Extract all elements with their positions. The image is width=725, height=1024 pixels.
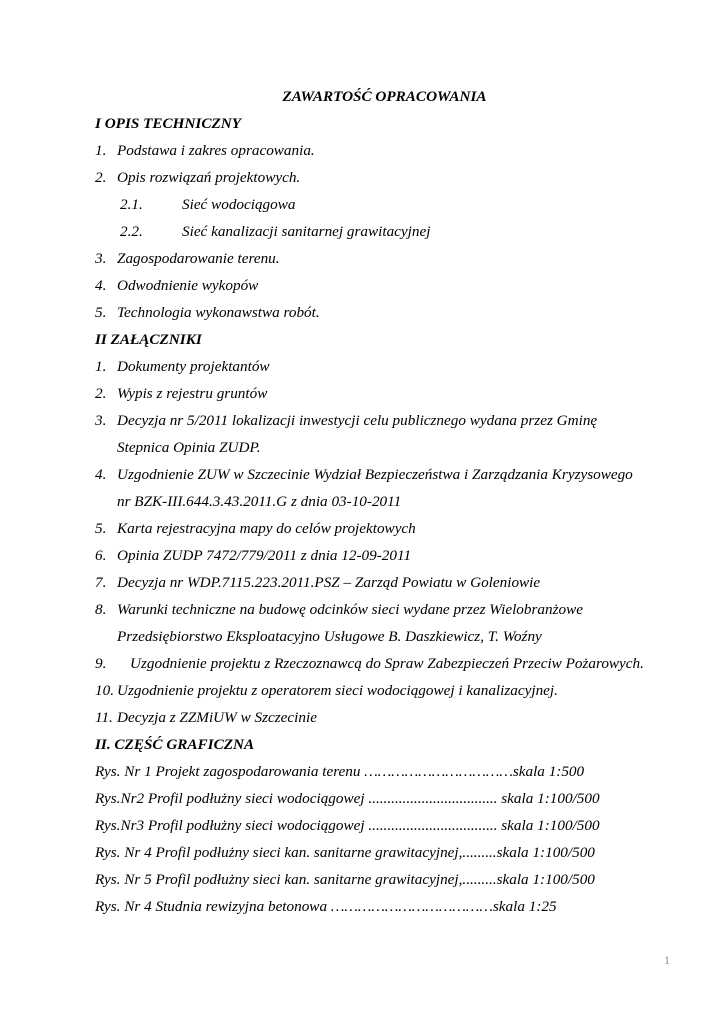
list-item <box>95 547 412 565</box>
list-item-continuation: nr BZK-III.644.3.43.2011.G z dnia 03-10-2011 <box>117 493 402 510</box>
list-item <box>95 277 259 295</box>
drawing-list-item: Rys. Nr 4 Profil podłużny sieci kan. sanitarne grawitacyjnej,.........skala 1:100/500 <box>95 844 595 861</box>
item-text: Technologia wykonawstwa robót. <box>117 304 320 321</box>
item-text: Karta rejestracyjna mapy do celów projektowych <box>117 520 416 537</box>
drawing-list-item: Rys.Nr2 Profil podłużny sieci wodociągowej .................................. skala 1:100/500 <box>95 790 600 807</box>
item-text: Zagospodarowanie terenu. <box>117 250 280 267</box>
item-text: Decyzja nr 5/2011 lokalizacji inwestycji celu publicznego wydana przez Gminę <box>117 412 598 429</box>
item-number: 2.2. <box>120 223 143 240</box>
item-text: Decyzja nr WDP.7115.223.2011.PSZ – Zarząd Powiatu w Goleniowie <box>117 574 541 591</box>
item-number: 2.1. <box>120 196 143 213</box>
section-heading-zalaczniki: II ZAŁĄCZNIKI <box>95 331 202 348</box>
item-text: Warunki techniczne na budowę odcinków sieci wydane przez Wielobranżowe <box>117 601 583 618</box>
item-number: 6. <box>95 547 107 564</box>
list-item <box>95 169 301 187</box>
item-text: Decyzja z ZZMiUW w Szczecinie <box>117 709 317 726</box>
item-text: Uzgodnienie projektu z operatorem sieci wodociągowej i kanalizacyjnej. <box>117 682 558 699</box>
item-number: 4. <box>95 277 107 294</box>
item-number: 8. <box>95 601 107 618</box>
list-item <box>95 412 598 430</box>
item-text: Sieć kanalizacji sanitarnej grawitacyjnej <box>182 223 431 240</box>
list-item-continuation: Przedsiębiorstwo Eksploatacyjno Usługowe B. Daszkiewicz, T. Woźny <box>117 628 542 645</box>
item-number: 4. <box>95 466 107 483</box>
list-item <box>95 250 280 268</box>
item-text: Dokumenty projektantów <box>117 358 270 375</box>
item-text: Odwodnienie wykopów <box>117 277 259 294</box>
item-number: 3. <box>95 412 107 429</box>
list-item <box>95 142 315 160</box>
item-text: Opis rozwiązań projektowych. <box>117 169 301 186</box>
list-item <box>95 682 558 700</box>
item-number: 1. <box>95 358 107 375</box>
item-number: 9. <box>95 655 107 672</box>
item-number: 7. <box>95 574 107 591</box>
list-item <box>95 601 583 619</box>
item-text: Uzgodnienie projektu z Rzeczoznawcą do Spraw Zabezpieczeń Przeciw Pożarowych. <box>130 655 644 672</box>
item-number: 10. <box>95 682 114 699</box>
list-item <box>95 520 416 538</box>
section-heading-opis: I OPIS TECHNICZNY <box>95 115 241 132</box>
item-number: 3. <box>95 250 107 267</box>
list-item <box>95 574 541 592</box>
item-number: 5. <box>95 304 107 321</box>
page-number: 1 <box>664 953 670 967</box>
section-heading-czesc-graficzna: II. CZĘŚĆ GRAFICZNA <box>95 736 255 753</box>
drawing-list-item: Rys. Nr 5 Profil podłużny sieci kan. sanitarne grawitacyjnej,.........skala 1:100/500 <box>95 871 595 888</box>
list-item <box>95 385 268 403</box>
item-text: Podstawa i zakres opracowania. <box>117 142 315 159</box>
list-item <box>95 709 317 727</box>
list-item <box>95 655 644 673</box>
item-number: 2. <box>95 385 107 402</box>
document-title: ZAWARTOŚĆ OPRACOWANIA <box>282 88 487 105</box>
item-text: Uzgodnienie ZUW w Szczecinie Wydział Bezpieczeństwa i Zarządzania Kryzysowego <box>117 466 633 483</box>
list-item-continuation: Stepnica Opinia ZUDP. <box>117 439 261 456</box>
list-item <box>95 466 633 484</box>
drawing-list-item: Rys.Nr3 Profil podłużny sieci wodociągowej .................................. skala 1:100/500 <box>95 817 600 834</box>
item-number: 5. <box>95 520 107 537</box>
list-item <box>95 304 320 322</box>
drawing-list-item: Rys. Nr 4 Studnia rewizyjna betonowa ………………………………skala 1:25 <box>95 898 557 915</box>
item-text: Sieć wodociągowa <box>182 196 296 213</box>
list-item <box>120 196 296 214</box>
item-number: 2. <box>95 169 107 186</box>
drawing-list-item: Rys. Nr 1 Projekt zagospodarowania terenu ……………………………skala 1:500 <box>95 763 585 780</box>
item-text: Opinia ZUDP 7472/779/2011 z dnia 12-09-2011 <box>117 547 412 564</box>
list-item <box>120 223 431 241</box>
item-text: Wypis z rejestru gruntów <box>117 385 268 402</box>
list-item <box>95 358 270 376</box>
item-number: 11. <box>95 709 113 726</box>
item-number: 1. <box>95 142 107 159</box>
